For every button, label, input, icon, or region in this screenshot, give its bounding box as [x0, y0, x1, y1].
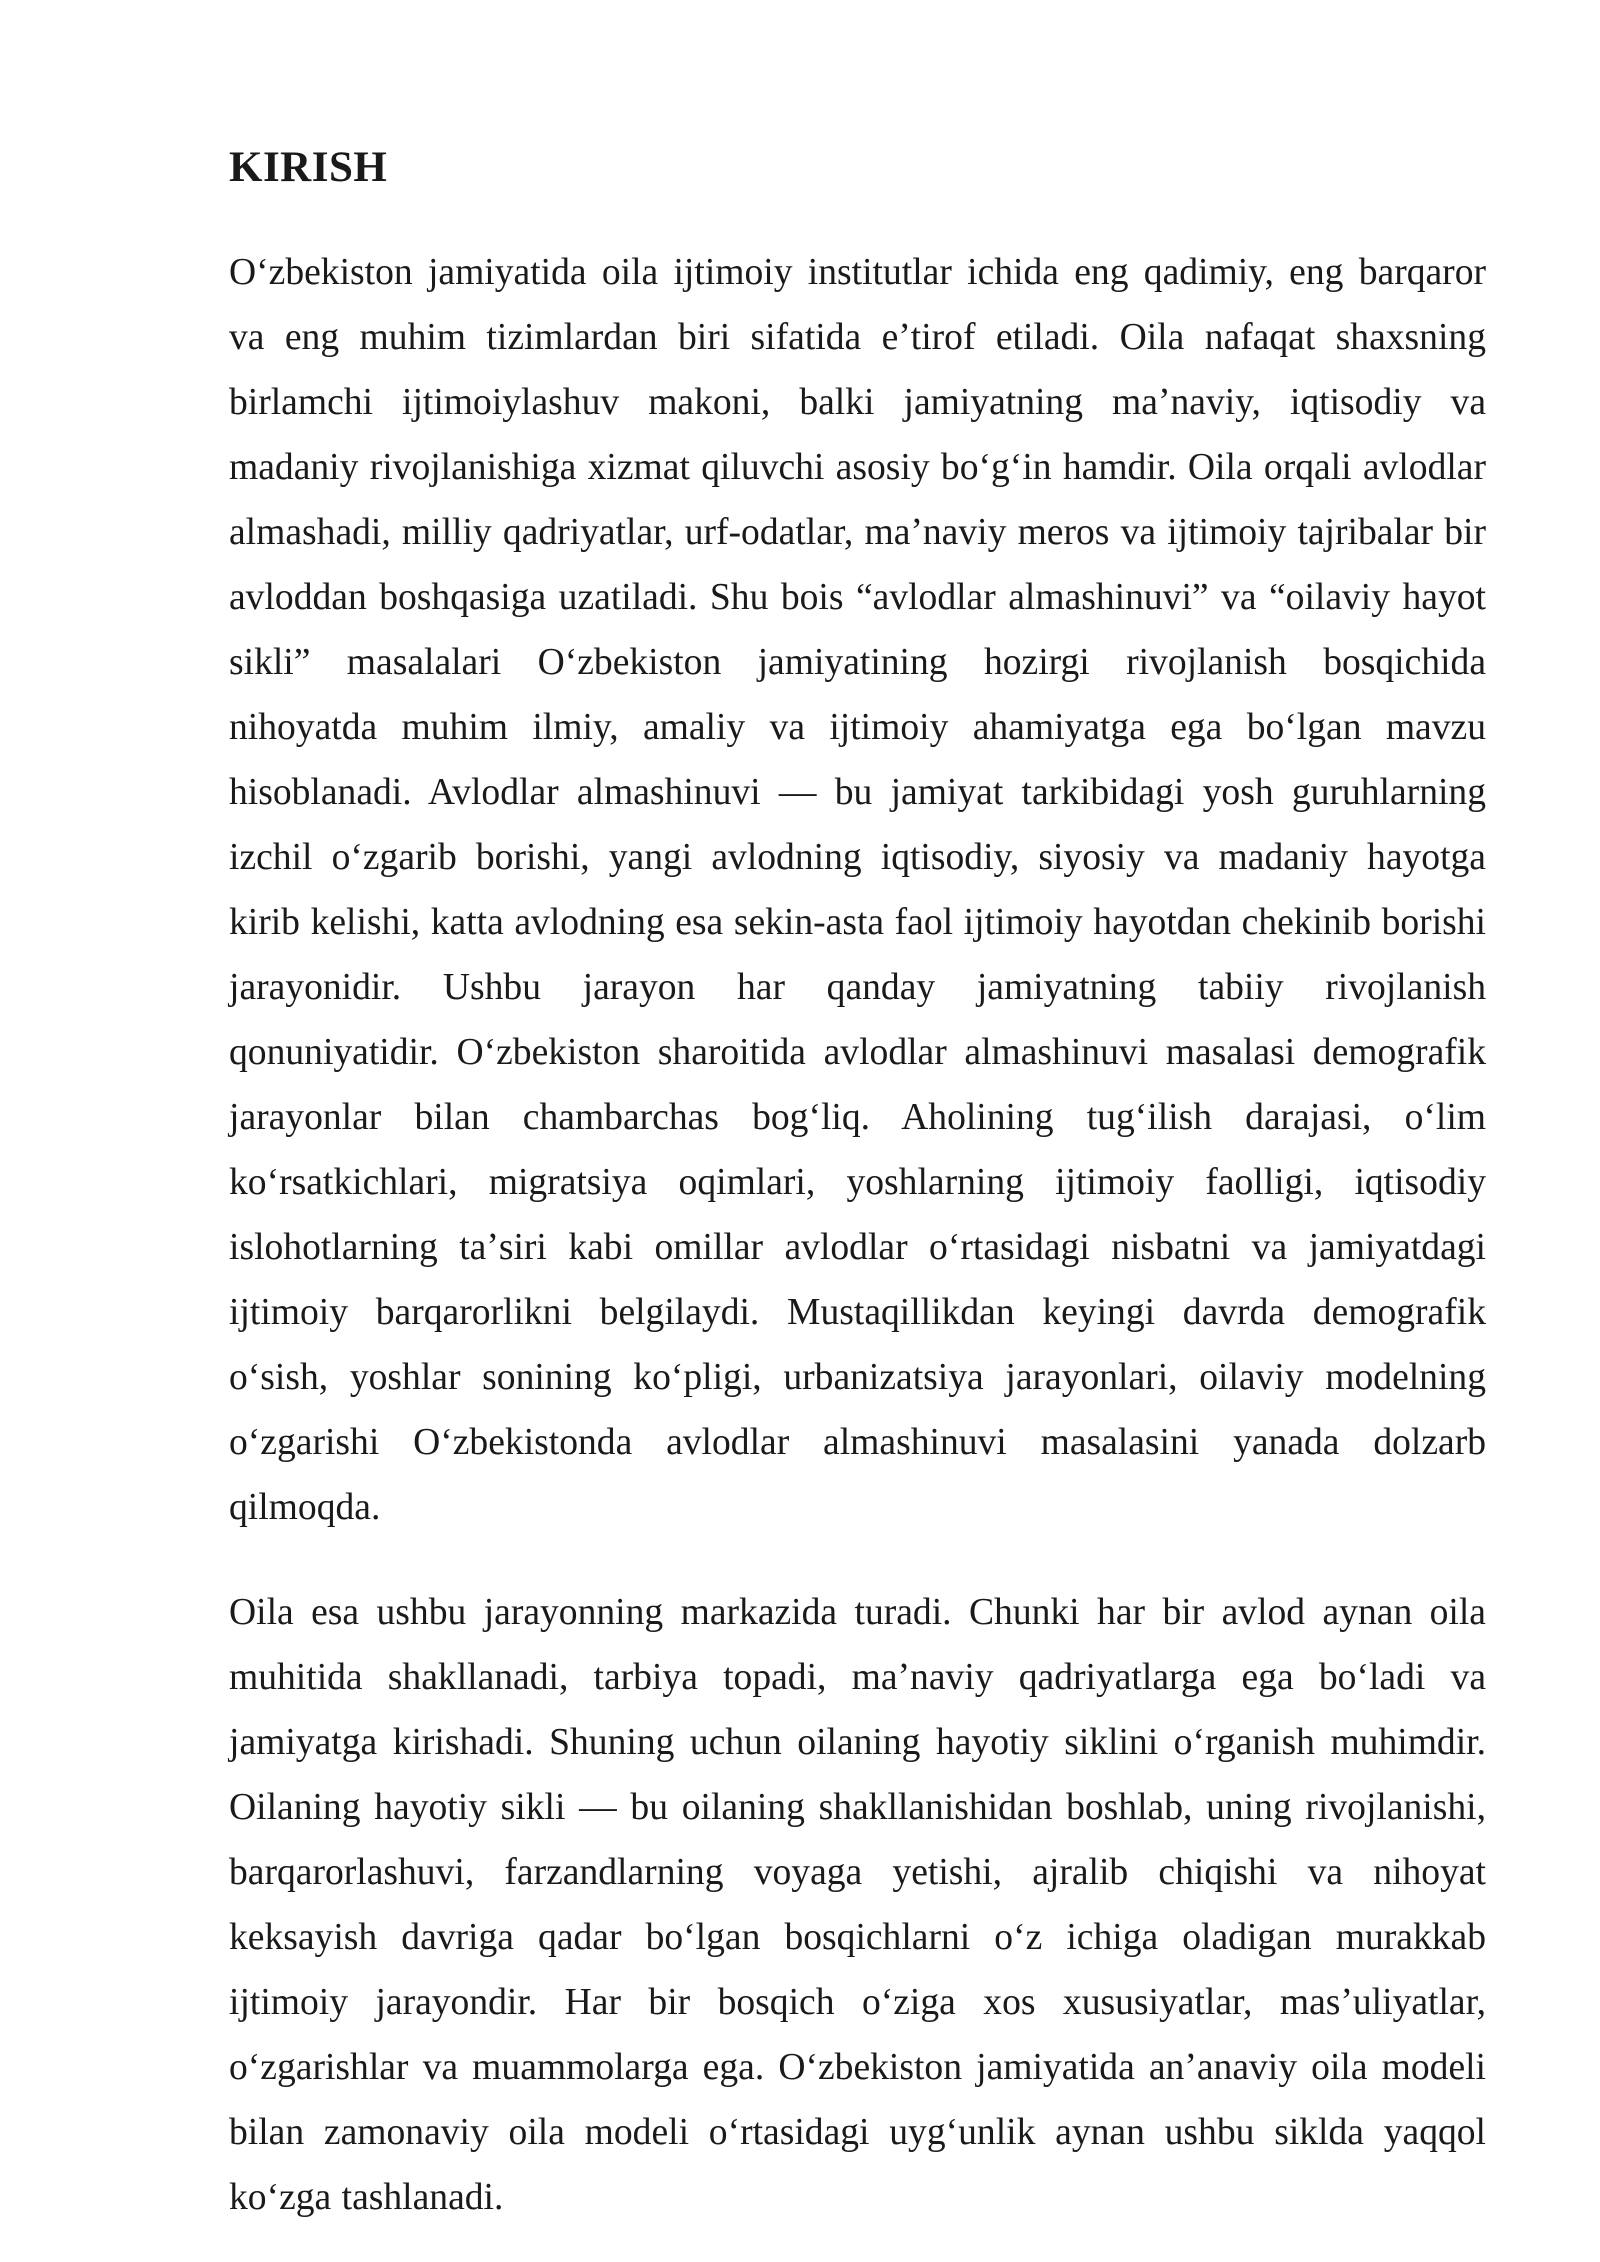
- intro-paragraph-2: Oila esa ushbu jarayonning markazida turadi. Chunki har bir avlod aynan oila muhitida shakllanadi, tarbiya topadi, maʼnaviy qadriyatlarga ega boʻladi va jamiyatga kirishadi. Shuning uchun oilaning hayotiy siklini oʻrganish muhimdir. Oilaning hayotiy sikli — bu oilaning shakllanishidan boshlab, uning rivojlanishi, barqarorlashuvi, farzandlarning voyaga yetishi, ajralib chiqishi va nihoyat keksayish davriga qadar boʻlgan bosqichlarni oʻz ichiga oladigan murakkab ijtimoiy jarayondir. Har bir bosqich oʻziga xos xususiyatlar, masʼuliyatlar, oʻzgarishlar va muammolarga ega. Oʻzbekiston jamiyatida anʼanaviy oila modeli bilan zamonaviy oila modeli oʻrtasidagi uygʻunlik aynan ushbu siklda yaqqol koʻzga tashlanadi.: [229, 1592, 1486, 2218]
- section-heading: KIRISH: [229, 144, 388, 191]
- intro-paragraph-1: Oʻzbekiston jamiyatida oila ijtimoiy institutlar ichida eng qadimiy, eng barqaror va eng muhim tizimlardan biri sifatida eʼtirof etiladi. Oila nafaqat shaxsning birlamchi ijtimoiylashuv makoni, balki jamiyatning maʼnaviy, iqtisodiy va madaniy rivojlanishiga xizmat qiluvchi asosiy boʻgʻin hamdir. Oila orqali avlodlar almashadi, milliy qadriyatlar, urf-odatlar, maʼnaviy meros va ijtimoiy tajribalar bir avloddan boshqasiga uzatiladi. Shu bois “avlodlar almashinuvi” va “oilaviy hayot sikli” masalalari Oʻzbekiston jamiyatining hozirgi rivojlanish bosqichida nihoyatda muhim ilmiy, amaliy va ijtimoiy ahamiyatga ega boʻlgan mavzu hisoblanadi. Avlodlar almashinuvi — bu jamiyat tarkibidagi yosh guruhlarning izchil oʻzgarib borishi, yangi avlodning iqtisodiy, siyosiy va madaniy hayotga kirib kelishi, katta avlodning esa sekin-asta faol ijtimoiy hayotdan chekinib borishi jarayonidir. Ushbu jarayon har qanday jamiyatning tabiiy rivojlanish qonuniyatidir. Oʻzbekiston sharoitida avlodlar almashinuvi masalasi demografik jarayonlar bilan chambarchas bogʻliq. Aholining tugʻilish darajasi, oʻlim koʻrsatkichlari, migratsiya oqimlari, yoshlarning ijtimoiy faolligi, iqtisodiy islohotlarning taʼsiri kabi omillar avlodlar oʻrtasidagi nisbatni va jamiyatdagi ijtimoiy barqarorlikni belgilaydi. Mustaqillikdan keyingi davrda demografik oʻsish, yoshlar sonining koʻpligi, urbanizatsiya jarayonlari, oilaviy modelning oʻzgarishi Oʻzbekistonda avlodlar almashinuvi masalasini yanada dolzarb qilmoqda.: [229, 252, 1486, 1528]
- page-content: [229, 135, 1486, 2262]
